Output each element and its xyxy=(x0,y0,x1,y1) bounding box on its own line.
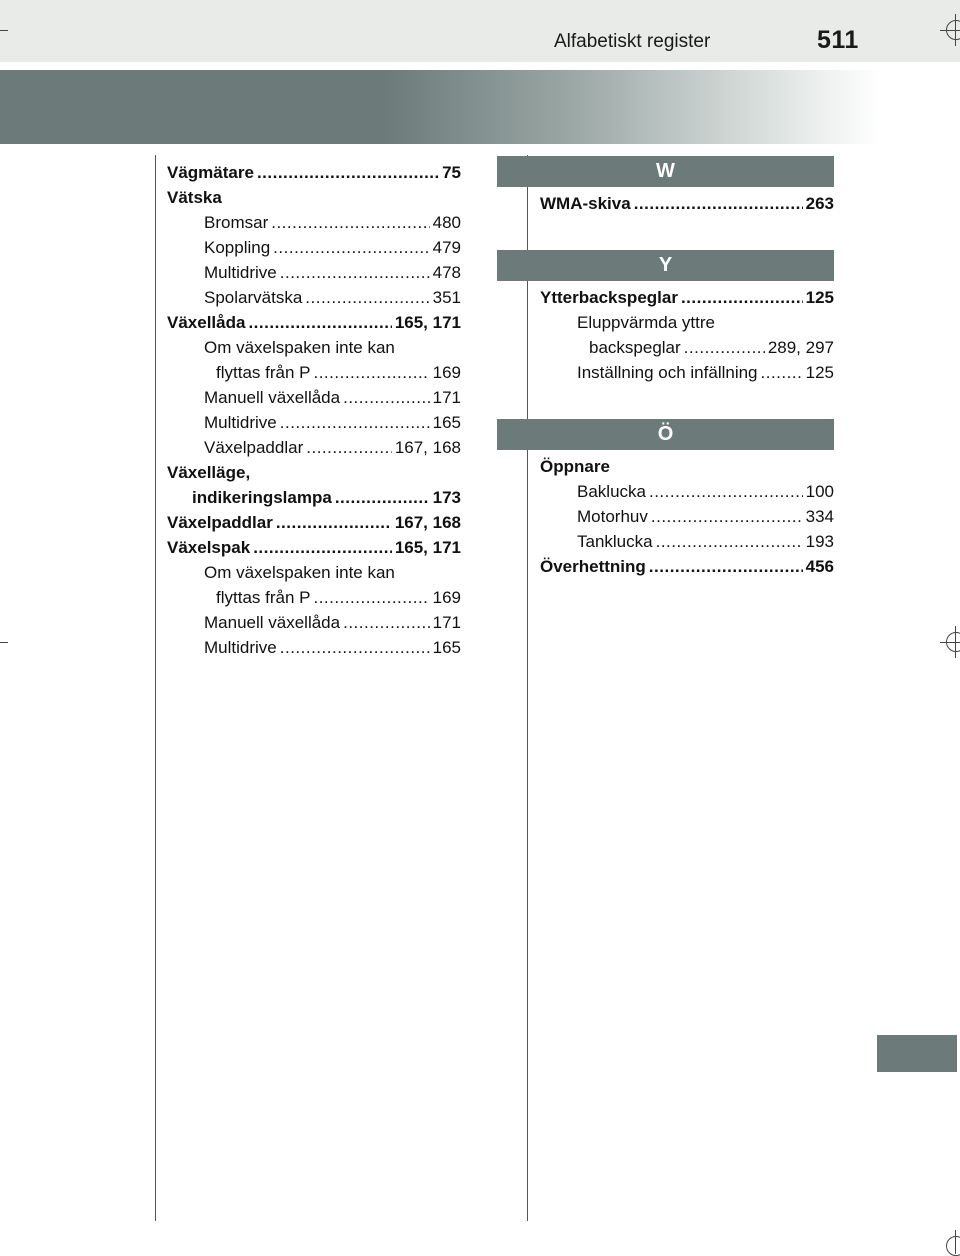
index-entry-label: Inställning och infällning xyxy=(577,363,758,382)
left-column-divider xyxy=(155,155,156,1221)
index-entry-label: Växelpaddlar xyxy=(167,513,273,532)
index-entry-label: Växelspak xyxy=(167,538,251,557)
index-entry-label: Växelpaddlar xyxy=(204,438,304,457)
index-entry xyxy=(167,510,461,535)
index-entry xyxy=(167,585,461,610)
index-entry xyxy=(167,635,461,660)
index-entry-label: Koppling xyxy=(204,238,271,257)
index-column-right xyxy=(497,156,834,579)
letter-section-1 xyxy=(540,285,834,385)
index-entry xyxy=(167,535,461,560)
dot-leader xyxy=(253,535,392,560)
index-heading: Växelläge, xyxy=(167,463,251,482)
index-entry xyxy=(167,410,461,435)
dot-leader xyxy=(656,529,803,554)
dot-leader xyxy=(257,160,439,185)
letter-section-2 xyxy=(540,454,834,579)
index-entry xyxy=(540,191,834,216)
index-entry xyxy=(540,285,834,310)
index-heading: Om växelspaken inte kan xyxy=(204,563,395,582)
index-entry xyxy=(167,260,461,285)
index-entry xyxy=(540,479,834,504)
dot-leader xyxy=(681,285,803,310)
dot-leader xyxy=(276,510,392,535)
index-entry-page: 165 xyxy=(432,413,461,432)
index-entry-page: 480 xyxy=(432,213,461,232)
index-entry xyxy=(540,360,834,385)
letter-header-2: Ö xyxy=(497,419,834,450)
index-entry-page: 351 xyxy=(432,288,461,307)
index-entry xyxy=(167,160,461,185)
dot-leader xyxy=(280,635,430,660)
index-entry-page: 165, 171 xyxy=(394,313,461,332)
index-entry-page: 169 xyxy=(432,363,461,382)
index-entry-label: Motorhuv xyxy=(577,507,648,526)
crop-mark xyxy=(940,30,960,31)
index-entry-page: 125 xyxy=(805,288,834,307)
index-entry-label: Spolarvätska xyxy=(204,288,303,307)
crop-mark xyxy=(955,14,956,46)
letter-header-0: W xyxy=(497,156,834,187)
index-entry-label: Manuell växellåda xyxy=(204,613,341,632)
index-entry-label: Multidrive xyxy=(204,263,277,282)
index-entry-page: 125 xyxy=(805,363,834,382)
index-entry-page: 75 xyxy=(442,163,461,182)
dot-leader xyxy=(280,410,430,435)
index-heading: Eluppvärmda yttre xyxy=(577,313,715,332)
index-column-left xyxy=(167,160,461,660)
index-entry xyxy=(167,235,461,260)
index-entry-label: Växellåda xyxy=(167,313,246,332)
index-entry-page: 334 xyxy=(805,507,834,526)
dot-leader xyxy=(651,504,803,529)
index-entry-label: Baklucka xyxy=(577,482,646,501)
index-entry xyxy=(167,610,461,635)
dot-leader xyxy=(280,260,430,285)
dot-leader xyxy=(634,191,803,216)
index-entry-label: Ytterbackspeglar xyxy=(540,288,678,307)
index-entry-page: 171 xyxy=(432,388,461,407)
dot-leader xyxy=(649,479,803,504)
index-entry-label: Bromsar xyxy=(204,213,269,232)
index-heading: Vätska xyxy=(167,188,222,207)
letter-header-1: Y xyxy=(497,250,834,281)
header-band xyxy=(0,70,960,144)
index-entry-page: 171 xyxy=(432,613,461,632)
index-entry-page: 167, 168 xyxy=(394,438,461,457)
dot-leader xyxy=(313,360,429,385)
index-entry-page: 456 xyxy=(805,557,834,576)
page-title: Alfabetiskt register xyxy=(554,31,711,52)
index-entry-label: flyttas från P xyxy=(216,363,311,382)
index-entry xyxy=(167,360,461,385)
index-entry-page: 478 xyxy=(432,263,461,282)
index-entry xyxy=(167,310,461,335)
index-entry-page: 263 xyxy=(805,194,834,213)
index-entry-label: backspeglar xyxy=(589,338,681,357)
dot-leader xyxy=(684,335,765,360)
index-entry-label: Manuell växellåda xyxy=(204,388,341,407)
section-tab xyxy=(877,1035,957,1072)
page-number: 511 xyxy=(817,26,859,54)
header-strip xyxy=(0,0,960,62)
crop-mark xyxy=(940,642,960,643)
index-entry-page: 169 xyxy=(432,588,461,607)
dot-leader xyxy=(313,585,429,610)
crop-mark xyxy=(955,626,956,658)
index-entry-label: Tanklucka xyxy=(577,532,653,551)
dot-leader xyxy=(306,435,392,460)
index-entry-page: 289, 297 xyxy=(767,338,834,357)
index-entry-label: Vägmätare xyxy=(167,163,254,182)
index-entry xyxy=(167,285,461,310)
dot-leader xyxy=(273,235,429,260)
index-entry-label: WMA-skiva xyxy=(540,194,631,213)
dot-leader xyxy=(335,485,430,510)
index-entry xyxy=(540,554,834,579)
index-entry-label: indikeringslampa xyxy=(192,488,332,507)
index-entry-page: 173 xyxy=(432,488,461,507)
index-entry-page: 165, 171 xyxy=(394,538,461,557)
index-entry xyxy=(167,210,461,235)
dot-leader xyxy=(343,385,430,410)
dot-leader xyxy=(271,210,429,235)
index-entry-page: 100 xyxy=(805,482,834,501)
index-heading: Öppnare xyxy=(540,457,610,476)
index-entry-page: 167, 168 xyxy=(394,513,461,532)
dot-leader xyxy=(248,310,391,335)
registration-mark-icon xyxy=(946,1236,960,1256)
letter-section-0 xyxy=(540,191,834,216)
index-entry xyxy=(167,485,461,510)
index-entry-label: Multidrive xyxy=(204,413,277,432)
index-entry-page: 193 xyxy=(805,532,834,551)
index-heading: Om växelspaken inte kan xyxy=(204,338,395,357)
index-entry-page: 479 xyxy=(432,238,461,257)
crop-mark xyxy=(955,1230,956,1254)
index-entry xyxy=(167,385,461,410)
dot-leader xyxy=(649,554,803,579)
crop-mark xyxy=(0,30,8,31)
dot-leader xyxy=(343,610,430,635)
index-entry-page: 165 xyxy=(432,638,461,657)
index-entry-label: Överhettning xyxy=(540,557,646,576)
index-entry xyxy=(540,504,834,529)
index-entry xyxy=(540,529,834,554)
crop-mark xyxy=(0,642,8,643)
dot-leader xyxy=(305,285,429,310)
index-entry xyxy=(167,435,461,460)
index-entry-label: flyttas från P xyxy=(216,588,311,607)
dot-leader xyxy=(761,360,803,385)
index-entry xyxy=(540,335,834,360)
index-entry-label: Multidrive xyxy=(204,638,277,657)
